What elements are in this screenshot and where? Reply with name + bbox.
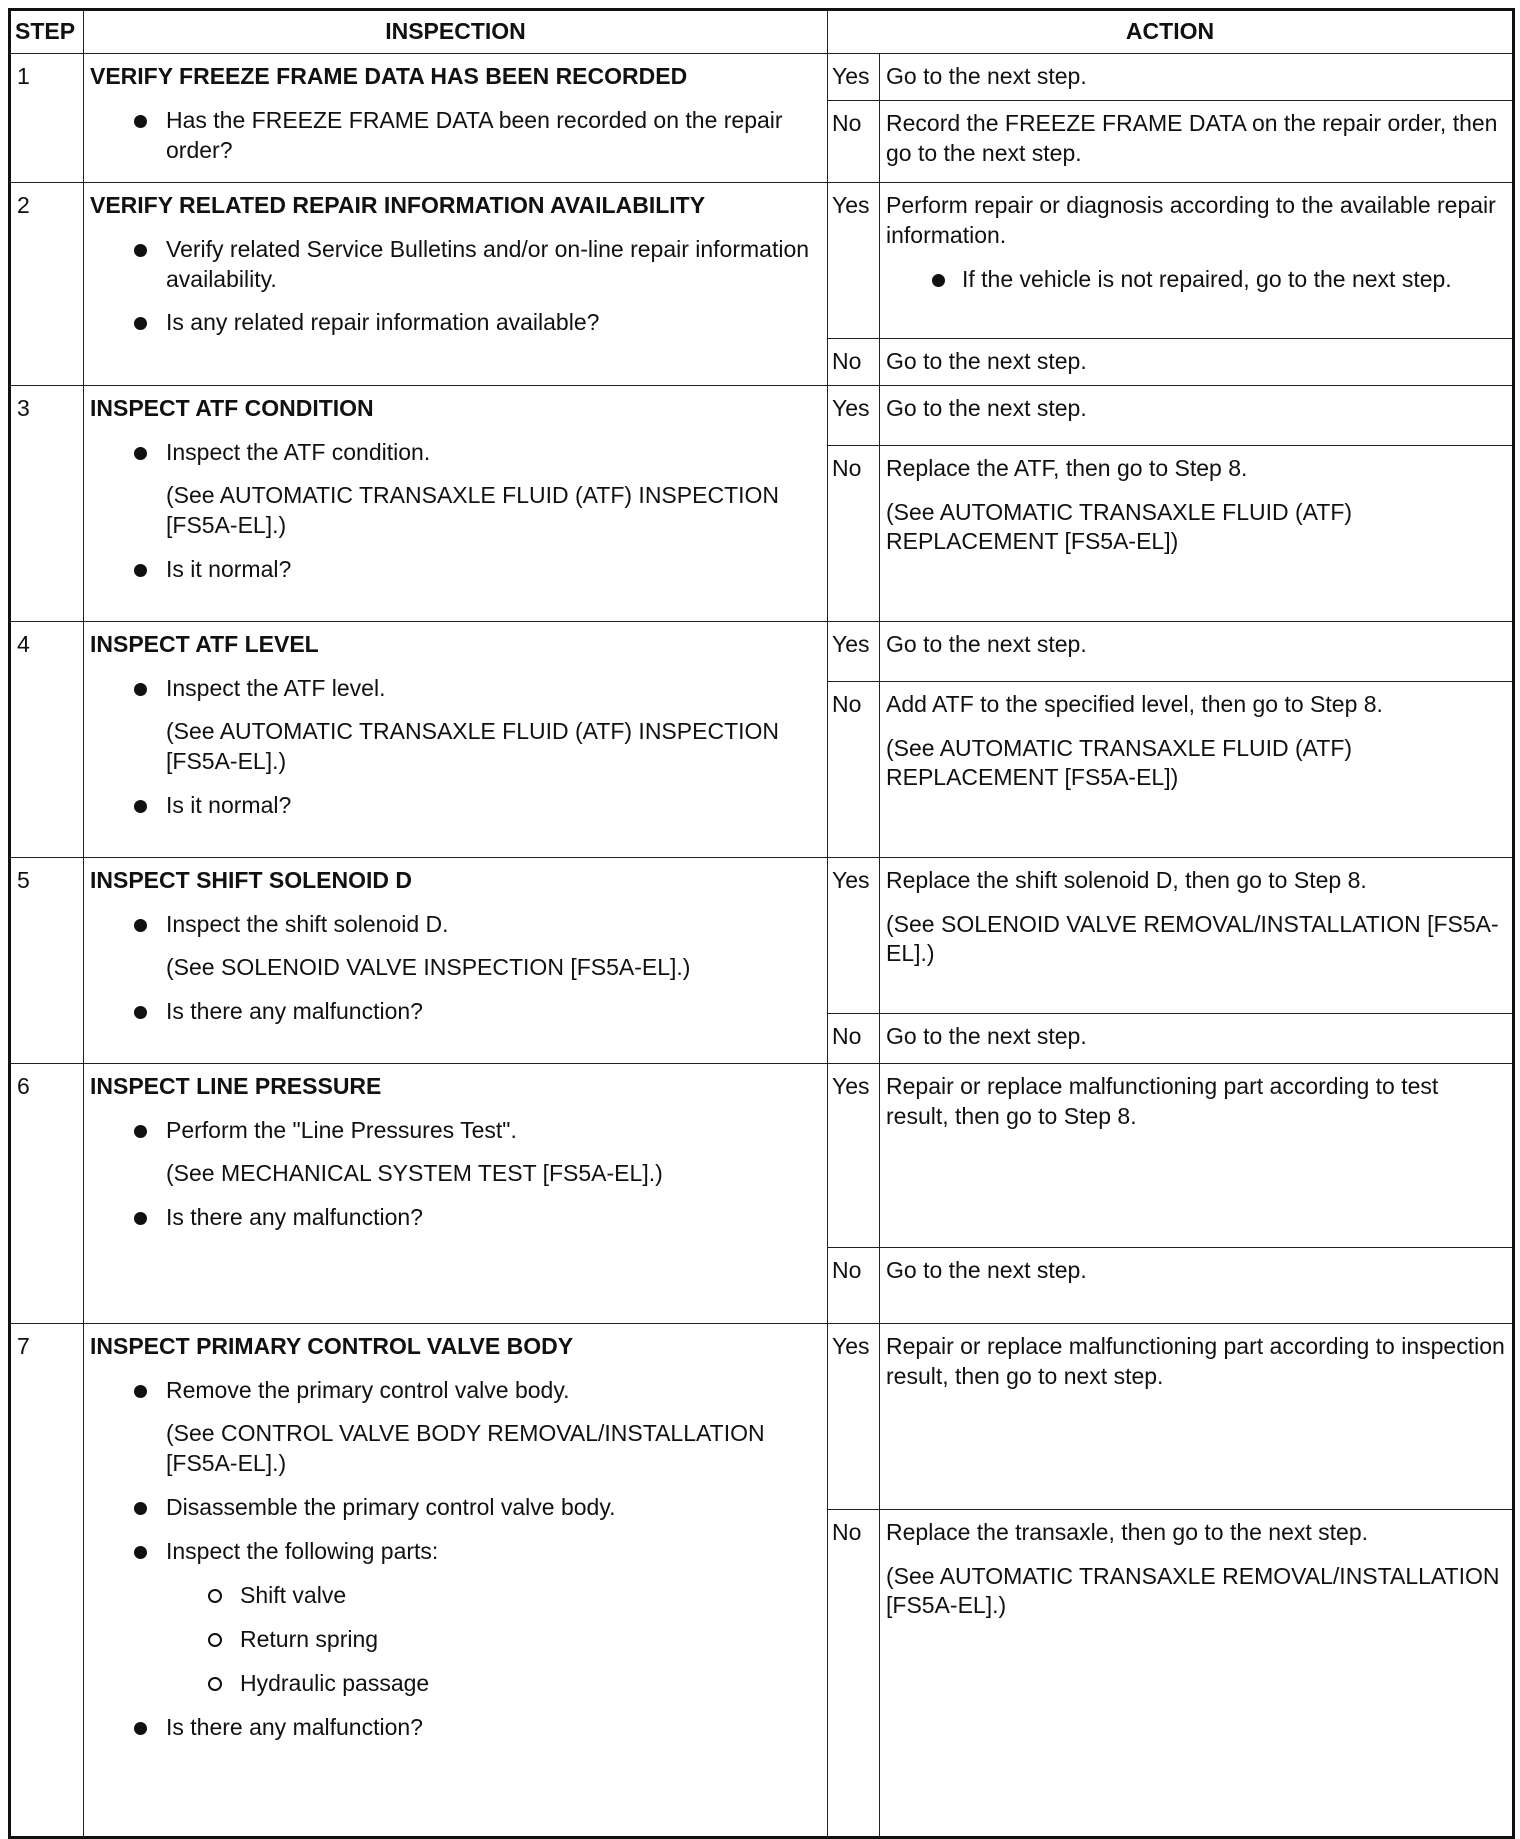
bullet-icon	[134, 683, 147, 696]
reference-note: (See MECHANICAL SYSTEM TEST [FS5A-EL].)	[166, 1160, 663, 1187]
bullet-icon	[134, 447, 147, 460]
no-label: No	[828, 445, 880, 621]
inspection-item: Is it normal?	[90, 791, 821, 821]
yes-action: Repair or replace malfunctioning part according to inspection result, then go to next step.	[880, 1323, 1514, 1509]
step-2-inspection	[84, 182, 828, 385]
part-item: Return spring	[90, 1625, 821, 1655]
inspection-item: Inspect the ATF level.	[90, 674, 821, 704]
step-7-row	[10, 1323, 1514, 1509]
yes-action: Perform repair or diagnosis according to the available repair information. If the vehicle is not repaired, go to the next step.	[880, 182, 1514, 338]
step-title: VERIFY RELATED REPAIR INFORMATION AVAILABILITY	[90, 191, 706, 218]
no-action: Replace the ATF, then go to Step 8. (See AUTOMATIC TRANSAXLE FLUID (ATF) REPLACEMENT [FS5A-EL])	[880, 445, 1514, 621]
step-number: 3	[10, 385, 84, 621]
part-item: Shift valve	[90, 1581, 821, 1611]
no-label: No	[828, 681, 880, 857]
no-label: No	[828, 1247, 880, 1323]
step-1-row	[10, 53, 1514, 100]
action-item: If the vehicle is not repaired, go to the next step.	[886, 265, 1506, 295]
inspection-item: Inspect the following parts:	[90, 1537, 821, 1567]
inspection-item: Disassemble the primary control valve body.	[90, 1493, 821, 1523]
step-7-inspection	[84, 1323, 828, 1837]
bullet-icon	[134, 244, 147, 257]
step-5-inspection	[84, 857, 828, 1063]
yes-action: Go to the next step.	[880, 621, 1514, 681]
bullet-icon	[134, 1212, 147, 1225]
step-6-row	[10, 1063, 1514, 1247]
no-action: Go to the next step.	[880, 338, 1514, 385]
part-item: Hydraulic passage	[90, 1669, 821, 1699]
header-inspection: INSPECTION	[84, 10, 828, 54]
bullet-icon	[134, 1006, 147, 1019]
inspection-item: Is there any malfunction?	[90, 1713, 821, 1743]
bullet-icon	[134, 317, 147, 330]
reference-note: (See SOLENOID VALVE REMOVAL/INSTALLATION [FS5A-EL].)	[886, 910, 1499, 967]
diagnostic-procedure-table	[8, 8, 1515, 1839]
inspection-item: Is any related repair information available?	[90, 308, 821, 338]
bullet-icon	[134, 1502, 147, 1515]
step-4-row	[10, 621, 1514, 681]
yes-label: Yes	[828, 621, 880, 681]
inspection-item: Is there any malfunction?	[90, 997, 821, 1027]
yes-action: Go to the next step.	[880, 53, 1514, 100]
bullet-icon	[134, 1546, 147, 1559]
no-label: No	[828, 1013, 880, 1063]
no-label: No	[828, 100, 880, 182]
circle-bullet-icon	[208, 1589, 222, 1603]
step-title: INSPECT ATF LEVEL	[90, 630, 319, 657]
step-title: VERIFY FREEZE FRAME DATA HAS BEEN RECORDED	[90, 62, 688, 89]
inspection-item: Inspect the shift solenoid D.	[90, 910, 821, 940]
bullet-icon	[134, 1125, 147, 1138]
step-1-inspection	[84, 53, 828, 182]
yes-label: Yes	[828, 385, 880, 445]
reference-note: (See AUTOMATIC TRANSAXLE FLUID (ATF) INSPECTION [FS5A-EL].)	[166, 482, 780, 539]
step-number: 7	[10, 1323, 84, 1837]
bullet-icon	[134, 564, 147, 577]
inspection-item: Remove the primary control valve body.	[90, 1376, 821, 1406]
bullet-icon	[134, 115, 147, 128]
step-number: 1	[10, 53, 84, 182]
yes-label: Yes	[828, 1323, 880, 1509]
no-action: Record the FREEZE FRAME DATA on the repair order, then go to the next step.	[880, 100, 1514, 182]
yes-label: Yes	[828, 857, 880, 1013]
yes-label: Yes	[828, 182, 880, 338]
step-3-inspection	[84, 385, 828, 621]
reference-note: (See AUTOMATIC TRANSAXLE FLUID (ATF) REPLACEMENT [FS5A-EL])	[886, 498, 1353, 555]
bullet-icon	[134, 800, 147, 813]
step-number: 6	[10, 1063, 84, 1323]
inspection-item: Has the FREEZE FRAME DATA been recorded on the repair order?	[90, 106, 821, 166]
circle-bullet-icon	[208, 1633, 222, 1647]
step-title: INSPECT PRIMARY CONTROL VALVE BODY	[90, 1332, 574, 1359]
step-number: 2	[10, 182, 84, 385]
reference-note: (See AUTOMATIC TRANSAXLE FLUID (ATF) REPLACEMENT [FS5A-EL])	[886, 734, 1353, 791]
bullet-icon	[134, 1385, 147, 1398]
header-action: ACTION	[828, 10, 1514, 54]
no-label: No	[828, 338, 880, 385]
reference-note: (See CONTROL VALVE BODY REMOVAL/INSTALLATION [FS5A-EL].)	[166, 1420, 765, 1477]
reference-note: (See AUTOMATIC TRANSAXLE REMOVAL/INSTALLATION [FS5A-EL].)	[886, 1562, 1500, 1619]
step-number: 5	[10, 857, 84, 1063]
no-action: Go to the next step.	[880, 1013, 1514, 1063]
yes-action: Go to the next step.	[880, 385, 1514, 445]
step-6-inspection	[84, 1063, 828, 1323]
bullet-icon	[134, 1722, 147, 1735]
step-3-row	[10, 385, 1514, 445]
step-4-inspection	[84, 621, 828, 857]
yes-label: Yes	[828, 1063, 880, 1247]
inspection-item: Is it normal?	[90, 555, 821, 585]
inspection-item: Verify related Service Bulletins and/or on-line repair information availability.	[90, 235, 821, 295]
step-title: INSPECT LINE PRESSURE	[90, 1072, 382, 1099]
reference-note: (See SOLENOID VALVE INSPECTION [FS5A-EL].)	[166, 954, 691, 981]
inspection-item: Inspect the ATF condition.	[90, 438, 821, 468]
step-title: INSPECT SHIFT SOLENOID D	[90, 866, 413, 893]
no-action: Add ATF to the specified level, then go to Step 8. (See AUTOMATIC TRANSAXLE FLUID (ATF) REPLACEMENT [FS5A-EL])	[880, 681, 1514, 857]
step-number: 4	[10, 621, 84, 857]
yes-label: Yes	[828, 53, 880, 100]
header-step: STEP	[10, 10, 84, 54]
reference-note: (See AUTOMATIC TRANSAXLE FLUID (ATF) INSPECTION [FS5A-EL].)	[166, 718, 780, 775]
yes-action: Repair or replace malfunctioning part according to test result, then go to Step 8.	[880, 1063, 1514, 1247]
no-label: No	[828, 1509, 880, 1837]
circle-bullet-icon	[208, 1677, 222, 1691]
no-action: Replace the transaxle, then go to the next step. (See AUTOMATIC TRANSAXLE REMOVAL/INSTALLATION [FS5A-EL].)	[880, 1509, 1514, 1837]
step-title: INSPECT ATF CONDITION	[90, 394, 374, 421]
inspection-item: Perform the "Line Pressures Test".	[90, 1116, 821, 1146]
inspection-item: Is there any malfunction?	[90, 1203, 821, 1233]
no-action: Go to the next step.	[880, 1247, 1514, 1323]
bullet-icon	[134, 919, 147, 932]
header-row	[10, 10, 1514, 54]
step-5-row	[10, 857, 1514, 1013]
step-2-row	[10, 182, 1514, 338]
bullet-icon	[932, 274, 945, 287]
yes-action: Replace the shift solenoid D, then go to Step 8. (See SOLENOID VALVE REMOVAL/INSTALLATION [FS5A-EL].)	[880, 857, 1514, 1013]
